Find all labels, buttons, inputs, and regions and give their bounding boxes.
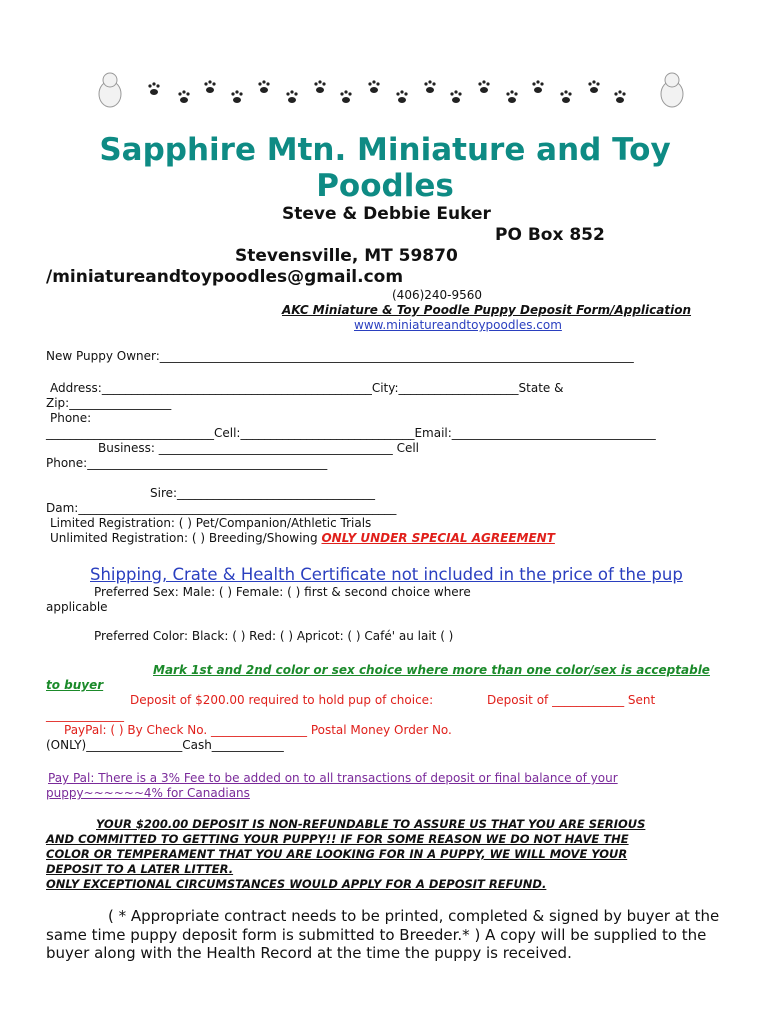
sire-field[interactable]: Sire:_________________________________ xyxy=(150,486,376,500)
address-field[interactable]: Address:_____________________________________________City:____________________State & xyxy=(50,381,564,395)
preferred-color-line[interactable]: Preferred Color: Black: ( ) Red: ( ) Apricot: ( ) Café' au lait ( ) xyxy=(94,629,454,643)
deposit-required: Deposit of $200.00 required to hold pup of choice: xyxy=(130,693,434,707)
limited-registration[interactable]: Limited Registration: ( ) Pet/Companion/Athletic Trials xyxy=(50,516,372,530)
nonrefund-line-4: DEPOSIT TO A LATER LITTER. xyxy=(46,862,234,876)
phone-field[interactable]: Phone:________________________________________ xyxy=(46,456,328,470)
payment-method-line[interactable]: PayPal: ( ) By Check No. ________________ Postal Money Order No. xyxy=(64,723,452,737)
contract-note-2: same time puppy deposit form is submitted to Breeder.* ) A copy will be supplied to the xyxy=(46,926,707,944)
unlimited-registration[interactable] xyxy=(50,531,555,545)
paypal-fee-note-2: puppy~~~~~~4% for Canadians xyxy=(46,786,250,800)
dam-field[interactable]: Dam:_____________________________________________________ xyxy=(46,501,397,515)
mark-choice-note-2: to buyer xyxy=(46,678,104,692)
paypal-fee-note: Pay Pal: There is a 3% Fee to be added on to all transactions of deposit or final balance of your xyxy=(48,771,618,785)
applicable-text: applicable xyxy=(46,600,108,614)
contract-note-3: buyer along with the Health Record at the time the puppy is received. xyxy=(46,944,572,962)
zip-field[interactable]: Zip:_________________ xyxy=(46,396,172,410)
nonrefund-line-2: AND COMMITTED TO GETTING YOUR PUPPY!! IF FOR SOME REASON WE DO NOT HAVE THE xyxy=(46,832,629,846)
form-title: AKC Miniature & Toy Poodle Puppy Deposit Form/Application xyxy=(282,303,692,317)
city-state: Stevensville, MT 59870 xyxy=(235,246,458,266)
poodle-paw-print-border-icon xyxy=(92,72,692,112)
new-puppy-owner-field[interactable]: New Puppy Owner:_______________________________________________________________________________ xyxy=(46,349,634,363)
owner-names: Steve & Debbie Euker xyxy=(282,204,491,224)
nonrefund-line-5: ONLY EXCEPTIONAL CIRCUMSTANCES WOULD APPLY FOR A DEPOSIT REFUND. xyxy=(46,877,547,891)
cell-email-field[interactable]: ____________________________Cell:_____________________________Email:__________________________________ xyxy=(46,426,656,440)
nonrefund-line-1: YOUR $200.00 DEPOSIT IS NON-REFUNDABLE TO ASSURE US THAT YOU ARE SERIOUS xyxy=(96,817,646,831)
phone-label: Phone: xyxy=(50,411,92,425)
cash-line[interactable]: (ONLY)________________Cash____________ xyxy=(46,738,284,752)
page-title-line1: Sapphire Mtn. Miniature and Toy xyxy=(99,132,671,168)
contract-note-1: ( * Appropriate contract needs to be printed, completed & signed by buyer at the xyxy=(108,907,720,925)
business-field[interactable]: Business: _______________________________________ Cell xyxy=(98,441,420,455)
special-agreement-note: ONLY UNDER SPECIAL AGREEMENT xyxy=(321,531,555,545)
website-link[interactable]: www.miniatureandtoypoodles.com xyxy=(354,318,562,332)
mark-choice-note: Mark 1st and 2nd color or sex choice where more than one color/sex is acceptable xyxy=(153,663,710,677)
nonrefund-line-3: COLOR OR TEMPERAMENT THAT YOU ARE LOOKING FOR IN A PUPPY, WE WILL MOVE YOUR xyxy=(46,847,628,861)
phone-number: (406)240-9560 xyxy=(392,288,483,302)
email-address: /miniatureandtoypoodles@gmail.com xyxy=(46,267,404,287)
deposit-sent-field[interactable]: Deposit of ____________ Sent xyxy=(487,693,656,707)
shipping-note: Shipping, Crate & Health Certificate not included in the price of the pup xyxy=(90,565,683,584)
deposit-blank[interactable]: _____________ xyxy=(46,708,124,722)
po-box: PO Box 852 xyxy=(495,225,605,245)
preferred-sex-line[interactable]: Preferred Sex: Male: ( ) Female: ( ) first & second choice where xyxy=(94,585,471,599)
page-title-line2: Poodles xyxy=(316,168,454,204)
unlimited-registration-label: Unlimited Registration: ( ) Breeding/Showing xyxy=(50,531,318,545)
